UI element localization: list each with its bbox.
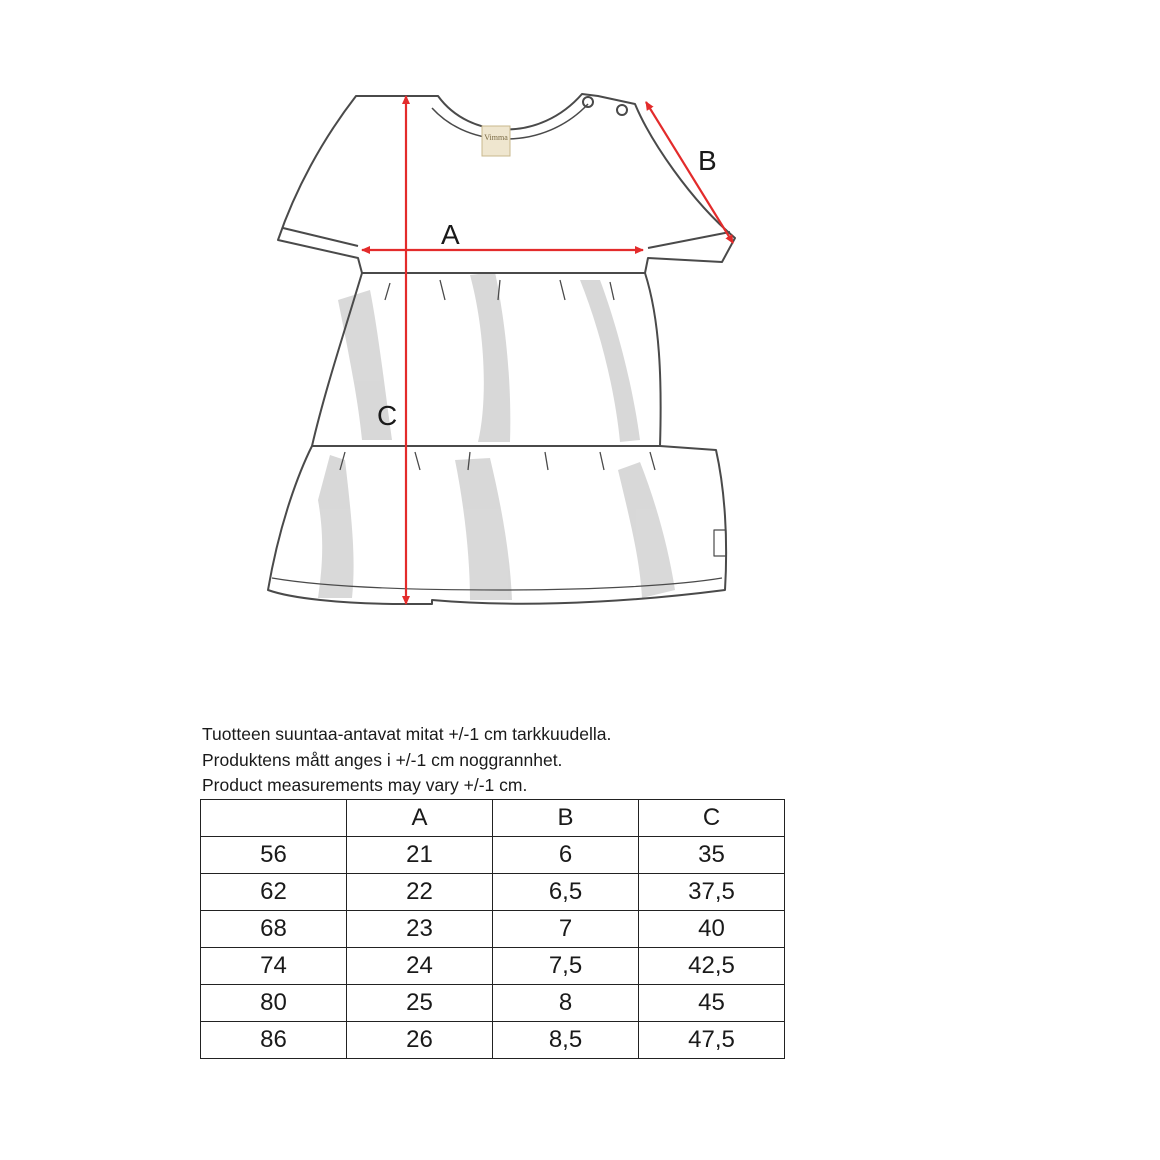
cell-b: 8	[493, 985, 639, 1022]
table-header-row	[201, 800, 785, 837]
cell-a: 24	[347, 948, 493, 985]
cell-size: 68	[201, 911, 347, 948]
table-row	[201, 1022, 785, 1059]
cell-c: 42,5	[639, 948, 785, 985]
svg-text:Vimma: Vimma	[484, 133, 508, 142]
label-c: C	[377, 400, 398, 431]
cell-b: 7	[493, 911, 639, 948]
cell-a: 22	[347, 874, 493, 911]
header-b: B	[493, 800, 639, 837]
note-english: Product measurements may vary +/-1 cm.	[202, 775, 528, 795]
cell-c: 37,5	[639, 874, 785, 911]
table-row	[201, 948, 785, 985]
cell-size: 62	[201, 874, 347, 911]
header-c: C	[639, 800, 785, 837]
cell-b: 6	[493, 837, 639, 874]
cell-b: 6,5	[493, 874, 639, 911]
note-finnish: Tuotteen suuntaa-antavat mitat +/-1 cm tarkkuudella.	[202, 724, 612, 744]
cell-a: 21	[347, 837, 493, 874]
brand-label-icon	[482, 126, 510, 156]
dress-shading	[318, 272, 675, 600]
measure-b-line	[646, 102, 733, 243]
cell-size: 86	[201, 1022, 347, 1059]
measurement-notes	[202, 722, 802, 799]
measurement-lines	[362, 96, 733, 604]
cell-a: 23	[347, 911, 493, 948]
cell-a: 26	[347, 1022, 493, 1059]
cell-c: 45	[639, 985, 785, 1022]
cell-size: 56	[201, 837, 347, 874]
cell-b: 8,5	[493, 1022, 639, 1059]
note-swedish: Produktens mått anges i +/-1 cm noggrannhet.	[202, 749, 563, 770]
header-a: A	[347, 800, 493, 837]
size-table	[200, 799, 785, 1059]
cell-b: 7,5	[493, 948, 639, 985]
table-row	[201, 837, 785, 874]
header-size	[201, 800, 347, 837]
cell-c: 47,5	[639, 1022, 785, 1059]
cell-c: 35	[639, 837, 785, 874]
table-row	[201, 874, 785, 911]
cell-c: 40	[639, 911, 785, 948]
cell-size: 80	[201, 985, 347, 1022]
table-row	[201, 911, 785, 948]
label-b: B	[698, 145, 717, 176]
cell-a: 25	[347, 985, 493, 1022]
table-row	[201, 985, 785, 1022]
cell-size: 74	[201, 948, 347, 985]
label-a: A	[441, 219, 460, 250]
